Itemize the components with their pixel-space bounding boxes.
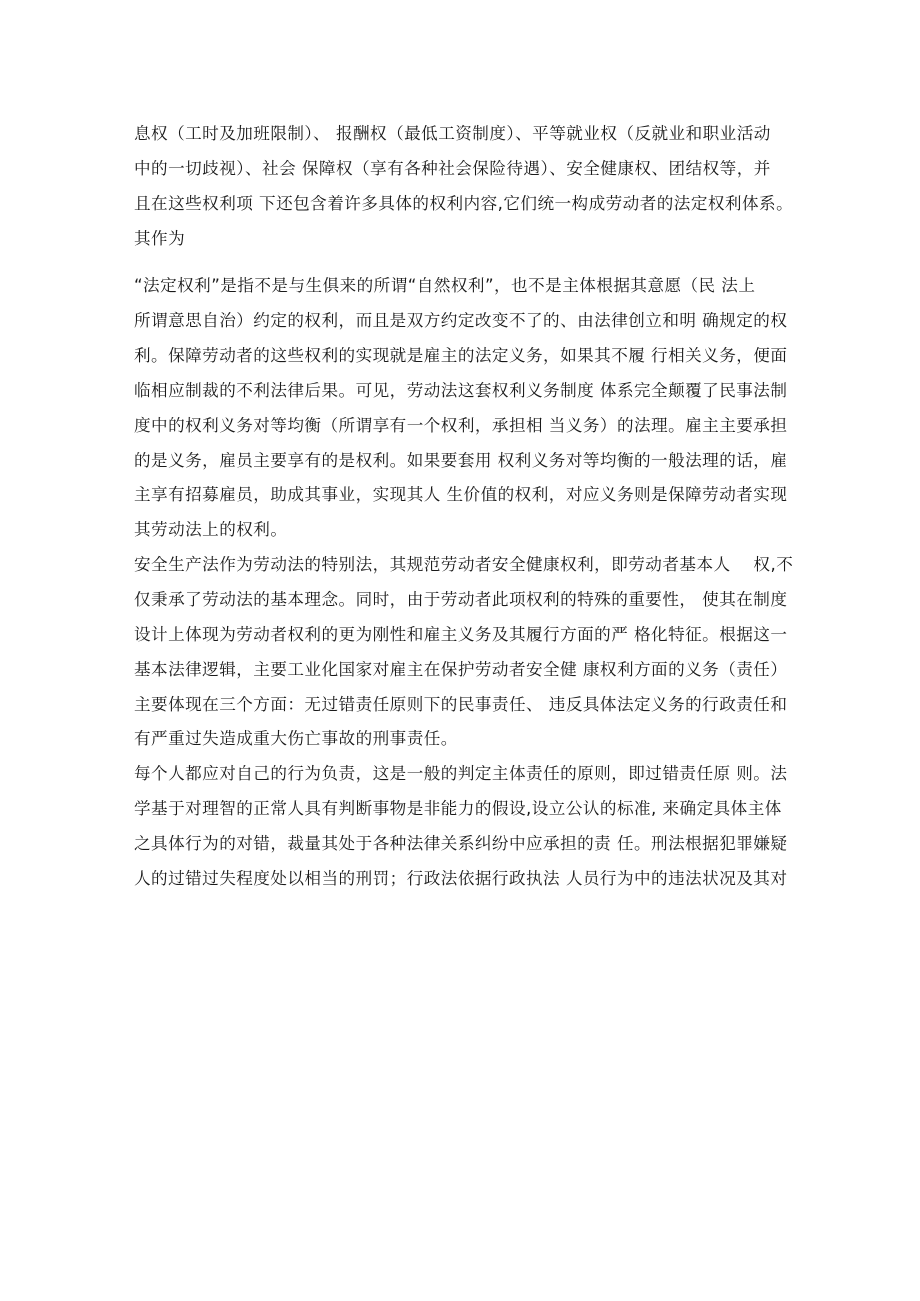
paragraph [134, 117, 794, 256]
text-line: 之具体行为的对错，裁量其处于各种法律关系纠纷中应承担的责 任。刑法根据犯罪嫌疑 [134, 833, 788, 853]
text-line: 所谓意思自治）约定的权利，而且是双方约定改变不了的、由法律创立和明 确规定的权 [134, 311, 788, 331]
text-line: 利。保障劳动者的这些权利的实现就是雇主的法定义务，如果其不履 行相关义务，便面 [134, 346, 788, 366]
paragraph [134, 548, 794, 757]
document-body [134, 117, 794, 897]
paragraph-gap [134, 256, 794, 269]
text-line: 中的一切歧视）、社会 保障权（享有各种社会保险待遇）、安全健康权、团结权等，并 [134, 158, 771, 178]
text-line: 学基于对理智的正常人具有判断事物是非能力的假设,设立公认的标准, 来确定具体主体 [134, 799, 782, 819]
text-line: 设计上体现为劳动者权利的更为刚性和雇主义务及其履行方面的严 格化特征。根据这一 [134, 624, 788, 644]
text-line: 每个人都应对自己的行为负责，这是一般的判定主体责任的原则，即过错责任原 则。法 [134, 764, 788, 784]
paragraph [134, 757, 794, 896]
text-line: 度中的权利义务对等均衡（所谓享有一个权利，承担相 当义务）的法理。雇主主要承担 [134, 415, 788, 435]
text-line: 临相应制裁的不利法律后果。可见，劳动法这套权利义务制度 体系完全颠覆了民事法制 [134, 380, 788, 400]
text-line: 人的过错过失程度处以相当的刑罚；行政法依据行政执法 人员行为中的违法状况及其对 [134, 868, 788, 888]
text-line: “法定权利”是指不是与生俱来的所谓“自然权利”，也不是主体根据其意愿（民 法上 [134, 276, 756, 296]
text-line: 主享有招募雇员，助成其事业，实现其人 生价值的权利，对应义务则是保障劳动者实现 [134, 485, 788, 505]
text-line: 基本法律逻辑，主要工业化国家对雇主在保护劳动者安全健 康权利方面的义务（责任） [134, 659, 788, 679]
text-line: 息权（工时及加班限制）、 报酬权（最低工资制度）、平等就业权（反就业和职业活动 [134, 124, 771, 143]
paragraph [134, 269, 794, 548]
text-line: 仅秉承了劳动法的基本理念。同时，由于劳动者此项权利的特殊的重要性， 使其在制度 [134, 589, 788, 609]
text-line: 主要体现在三个方面：无过错责任原则下的民事责任、 违反具体法定义务的行政责任和 [134, 694, 788, 714]
text-line: 其劳动法上的权利。 [134, 520, 288, 540]
text-line: 有严重过失造成重大伤亡事故的刑事责任。 [134, 729, 458, 749]
text-line: 安全生产法作为劳动法的特别法，其规范劳动者安全健康权利，即劳动者基本人 权,不 [134, 555, 794, 575]
text-line: 且在这些权利项 下还包含着许多具体的权利内容,它们统一构成劳动者的法定权利体系。 [134, 193, 794, 213]
text-line: 的是义务，雇员主要享有的是权利。如果要套用 权利义务对等均衡的一般法理的话，雇 [134, 450, 788, 470]
text-line: 其作为 [134, 228, 186, 248]
